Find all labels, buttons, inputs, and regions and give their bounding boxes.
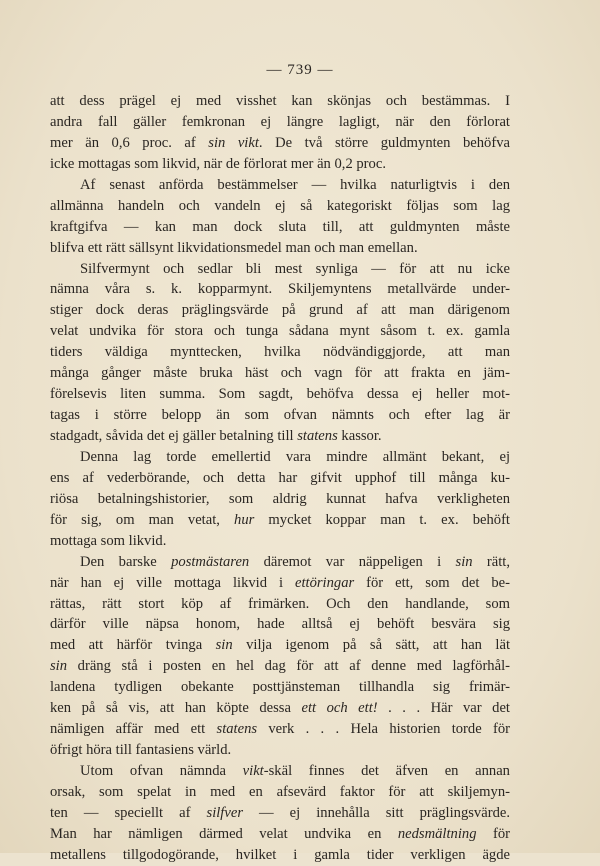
text-line: nämna våra s. k. kopparmynt. Skiljemyntens metallvärde under-: [50, 281, 510, 298]
text-line: sin dräng stå i posten en hel dag för att af denne med lagförhål-: [50, 658, 510, 675]
text-line: Denna lag torde emellertid vara mindre allmänt bekant, ej: [80, 448, 510, 465]
text-line: därför ville näpsa honom, hade alltså ej behöft besvära sig: [50, 616, 510, 633]
text-line: för sig, om man vetat, hur mycket koppar man t. ex. behöft: [50, 511, 510, 528]
text-line: förelsevis liten summa. Som sagdt, behöfva dessa ej heller mot-: [50, 386, 510, 403]
text-line: tiders väldiga mynttecken, hvilka nödvändiggjorde, att man: [50, 344, 510, 361]
text-line: nämligen affär med ett statens verk . . . Hela historien torde för: [50, 721, 510, 738]
text-line: Af senast anförda bestämmelser — hvilka naturligtvis i den: [80, 176, 510, 193]
text-line: metallens tillgodogörande, hvilket i gamla tider verkligen ägde: [50, 846, 510, 863]
text-line: andra fall gäller femkronan ej längre lagligt, när den förlorat: [50, 113, 510, 130]
text-line: öfrigt höra till fantasiens värld.: [50, 742, 232, 759]
text-line: rättas, rätt stort köp af frimärken. Och den handlande, som: [50, 595, 510, 612]
text-line: stadgadt, såvida det ej gäller betalning till statens kassor.: [50, 428, 382, 444]
page-number: — 739 —: [266, 62, 334, 78]
text-line: Silfvermynt och sedlar bli mest synliga — för att nu icke: [80, 260, 510, 277]
text-line: velat undvika för stora och tunga sådana mynt såsom t. ex. gamla: [50, 323, 510, 340]
text-line: Den barske postmästaren däremot var näppeligen i sin rätt,: [80, 553, 510, 570]
text-line: när han ej ville mottaga likvid i ettöringar för ett, som det be-: [50, 574, 510, 591]
text-line: mottaga som likvid.: [50, 532, 167, 549]
text-line: tagas i större belopp än som ofvan nämnts och efter lag är: [50, 407, 510, 424]
text-line: blifva ett rätt sällsynt likvidationsmedel man och man emellan.: [50, 239, 418, 256]
text-line: allmänna handeln och vandeln ej så kategoriskt följas som lag: [50, 197, 510, 214]
body-text: [50, 91, 510, 866]
text-line: mer än 0,6 proc. af sin vikt. De två större guldmynten behöfva: [50, 134, 510, 151]
text-line: Man har nämligen därmed velat undvika en nedsmältning för: [50, 825, 510, 842]
text-line: att dess prägel ej med visshet kan skönjas och bestämmas. I: [50, 93, 510, 109]
text-line: stiger dock deras präglingsvärde på grund af att man därigenom: [50, 302, 510, 319]
text-line: ens af vederbörande, och detta har gifvit upphof till många ku-: [50, 469, 510, 486]
text-line: icke mottagas som likvid, när de förlorat mer än 0,2 proc.: [50, 155, 386, 172]
text-line: ten — speciellt af silfver — ej innehålla sitt präglingsvärde.: [50, 804, 510, 821]
text-line: orsak, som spelat in med en afsevärd faktor för att skiljemyn-: [50, 783, 510, 800]
text-line: ken på så vis, att han köpte dessa ett och ett! . . . Här var det: [50, 700, 510, 717]
text-line: riösa betalningshistorier, som aldrig kunnat hafva verkligheten: [50, 490, 510, 507]
text-line: landena tydligen obekante posttjänsteman tillhandla sig frimär-: [50, 679, 510, 696]
text-line: Utom ofvan nämnda vikt-skäl finnes det äfven en annan: [80, 763, 510, 779]
text-line: kraftgifva — kan man dock sluta till, att guldmynten måste: [50, 218, 510, 235]
text-line: med att härför tvinga sin vilja igenom på så sätt, att han lät: [50, 637, 510, 654]
text-line: många gånger måste bruka häst och vagn för att frakta en jäm-: [50, 365, 510, 382]
